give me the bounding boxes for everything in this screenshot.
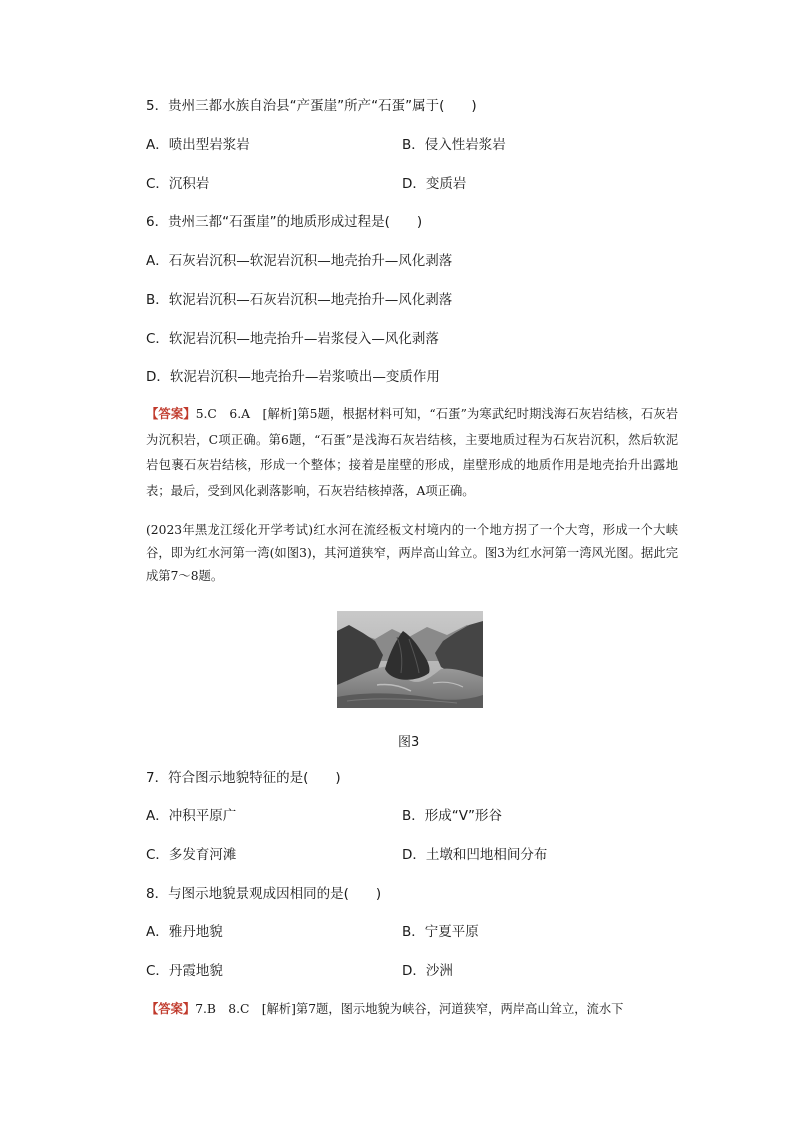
q8-option-c: C．丹霞地貌	[146, 963, 223, 979]
q5-option-a: A．喷出型岩浆岩	[146, 137, 250, 153]
q8-option-a: A．雅丹地貌	[146, 924, 223, 940]
q5-option-b: B．侵入性岩浆岩	[402, 137, 506, 153]
q8-option-d: D．沙洲	[402, 963, 453, 979]
q7-option-b: B．形成“V”形谷	[402, 808, 502, 824]
q7-option-d: D．土墩和凹地相间分布	[402, 847, 548, 863]
question-7-stem: 7．符合图示地貌特征的是( )	[146, 770, 341, 786]
q6-option-a: A．石灰岩沉积—软泥岩沉积—地壳抬升—风化剥落	[146, 253, 453, 269]
answer-tag-2: 【答案】	[146, 1002, 196, 1016]
figure-caption: 图3	[398, 735, 420, 750]
q7-option-c: C．多发育河滩	[146, 847, 237, 863]
q5-option-d: D．变质岩	[402, 176, 467, 192]
q8-option-b: B．宁夏平原	[402, 924, 479, 940]
answer-explanation-7-8	[146, 997, 678, 1023]
question-6-stem: 6．贵州三都“石蛋崖”的地质形成过程是( )	[146, 214, 423, 230]
answer-explanation-5-6	[146, 402, 678, 504]
river-bend-photo	[337, 611, 483, 708]
answer-text-2: 7.B 8.C [解析]第7题，图示地貌为峡谷，河道狭窄，两岸高山耸立，流水下	[195, 1002, 624, 1016]
q6-option-d: D．软泥岩沉积—地壳抬升—岩浆喷出—变质作用	[146, 369, 440, 385]
material-paragraph: (2023年黑龙江绥化开学考试)红水河在流经板文村境内的一个地方拐了一个大弯，形成一个大峡谷，即为红水河第一湾(如图3)，其河道狭窄，两岸高山耸立。图3为红水河第一湾风光图。据此完成第7～8题。	[146, 523, 678, 583]
answer-tag: 【答案】	[146, 407, 196, 421]
answer-text: 5.C 6.A [解析]第5题，根据材料可知，“石蛋”为寒武纪时期浅海石灰岩结核，石灰岩为沉积岩，C项正确。第6题，“石蛋”是浅海石灰岩结核，主要地质过程为石灰岩沉积，然后软泥岩包裹石灰岩结核，形成一个整体；接着是崖壁的形成，崖壁形成的地质作用是地壳抬升出露地表；最后，受到风化剥落影响，石灰岩结核掉落，A项正确。	[146, 407, 678, 498]
q6-option-c: C．软泥岩沉积—地壳抬升—岩浆侵入—风化剥落	[146, 331, 439, 347]
q6-option-b: B．软泥岩沉积—石灰岩沉积—地壳抬升—风化剥落	[146, 292, 453, 308]
q5-option-c: C．沉积岩	[146, 176, 210, 192]
question-8-stem: 8．与图示地貌景观成因相同的是( )	[146, 886, 382, 902]
question-5-stem: 5．贵州三都水族自治县“产蛋崖”所产“石蛋”属于( )	[146, 98, 477, 114]
q7-option-a: A．冲积平原广	[146, 808, 237, 824]
